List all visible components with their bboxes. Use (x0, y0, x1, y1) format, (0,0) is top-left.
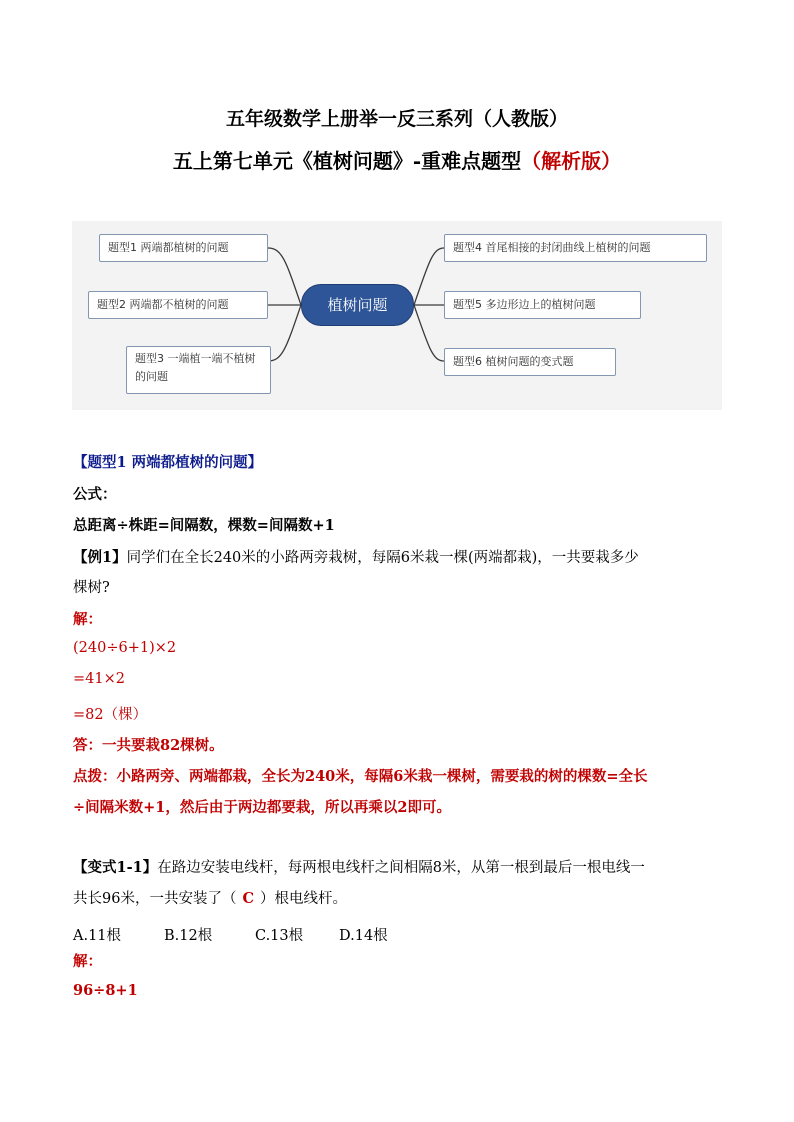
example-1-step-2: =41×2 (73, 671, 125, 687)
connector-topic-3 (268, 305, 301, 361)
connector-topic-1 (268, 248, 301, 305)
document-subtitle (0, 145, 794, 174)
mind-map (72, 221, 722, 410)
choice-c: C.13根 (255, 928, 304, 944)
choice-list (73, 924, 473, 944)
choice-a: A.11根 (73, 928, 122, 944)
variant-1-1-text-line1: 在路边安装电线杆，每两根电线杆之间相隔8米，从第一根到最后一根电线一 (157, 860, 645, 876)
example-1-text-line2: 棵树? (73, 580, 110, 596)
topic-3-box: 题型3 一端植一端不植树的问题 (126, 346, 271, 394)
example-1-tip-line2: ÷间隔米数+1，然后由于两边都要栽，所以再乘以2即可。 (73, 799, 451, 816)
example-1-answer: 答：一共要栽82棵树。 (73, 737, 224, 754)
question-text-before-blank: 共长96米，一共安装了（ (73, 891, 237, 907)
example-1-step-1: (240÷6+1)×2 (73, 640, 177, 656)
choice-b: B.12根 (164, 928, 213, 944)
topic-2-box: 题型2 两端都不植树的问题 (88, 291, 268, 319)
topic-4-box: 题型4 首尾相接的封闭曲线上植树的问题 (444, 234, 707, 262)
document-title: 五年级数学上册举一反三系列（人教版） (225, 108, 568, 130)
example-1-text-line1: 同学们在全长240米的小路两旁栽树，每隔6米栽一棵(两端都栽)，一共要栽多少 (126, 550, 639, 566)
subtitle-tag: （解析版） (521, 149, 622, 173)
variant-1-1-question (73, 856, 645, 877)
example-1-question (73, 546, 639, 567)
variant-1-1-step-1: 96÷8+1 (73, 982, 138, 999)
example-1-label: 【例1】 (73, 549, 127, 566)
variant-1-1-text-line2 (73, 887, 347, 908)
example-1-solution-label: 解： (73, 611, 102, 628)
choice-d: D.14根 (339, 928, 388, 944)
connector-topic-6 (414, 305, 444, 361)
example-1-step-3: =82（棵） (73, 707, 148, 723)
topic-5-box: 题型5 多边形边上的植树问题 (444, 291, 641, 319)
variant-1-1-label: 【变式1-1】 (73, 859, 158, 876)
mind-map-center: 植树问题 (301, 284, 414, 326)
question-text-after-blank: ）根电线杆。 (260, 891, 347, 907)
answer-blank: C (242, 890, 254, 907)
formula-label: 公式： (73, 486, 117, 503)
topic-1-box: 题型1 两端都植树的问题 (99, 234, 268, 262)
topic-6-box: 题型6 植树问题的变式题 (444, 348, 616, 376)
example-1-tip-line1: 点拨：小路两旁、两端都栽，全长为240米，每隔6米栽一棵树，需要栽的树的棵数=全长 (73, 768, 648, 785)
section-heading: 【题型1 两端都植树的问题】 (73, 454, 263, 471)
formula: 总距离÷株距=间隔数，棵数=间隔数+1 (73, 517, 335, 534)
connector-topic-4 (414, 248, 444, 305)
variant-1-1-solution-label: 解： (73, 953, 102, 970)
subtitle-main: 五上第七单元《植树问题》-重难点题型 (172, 149, 522, 173)
